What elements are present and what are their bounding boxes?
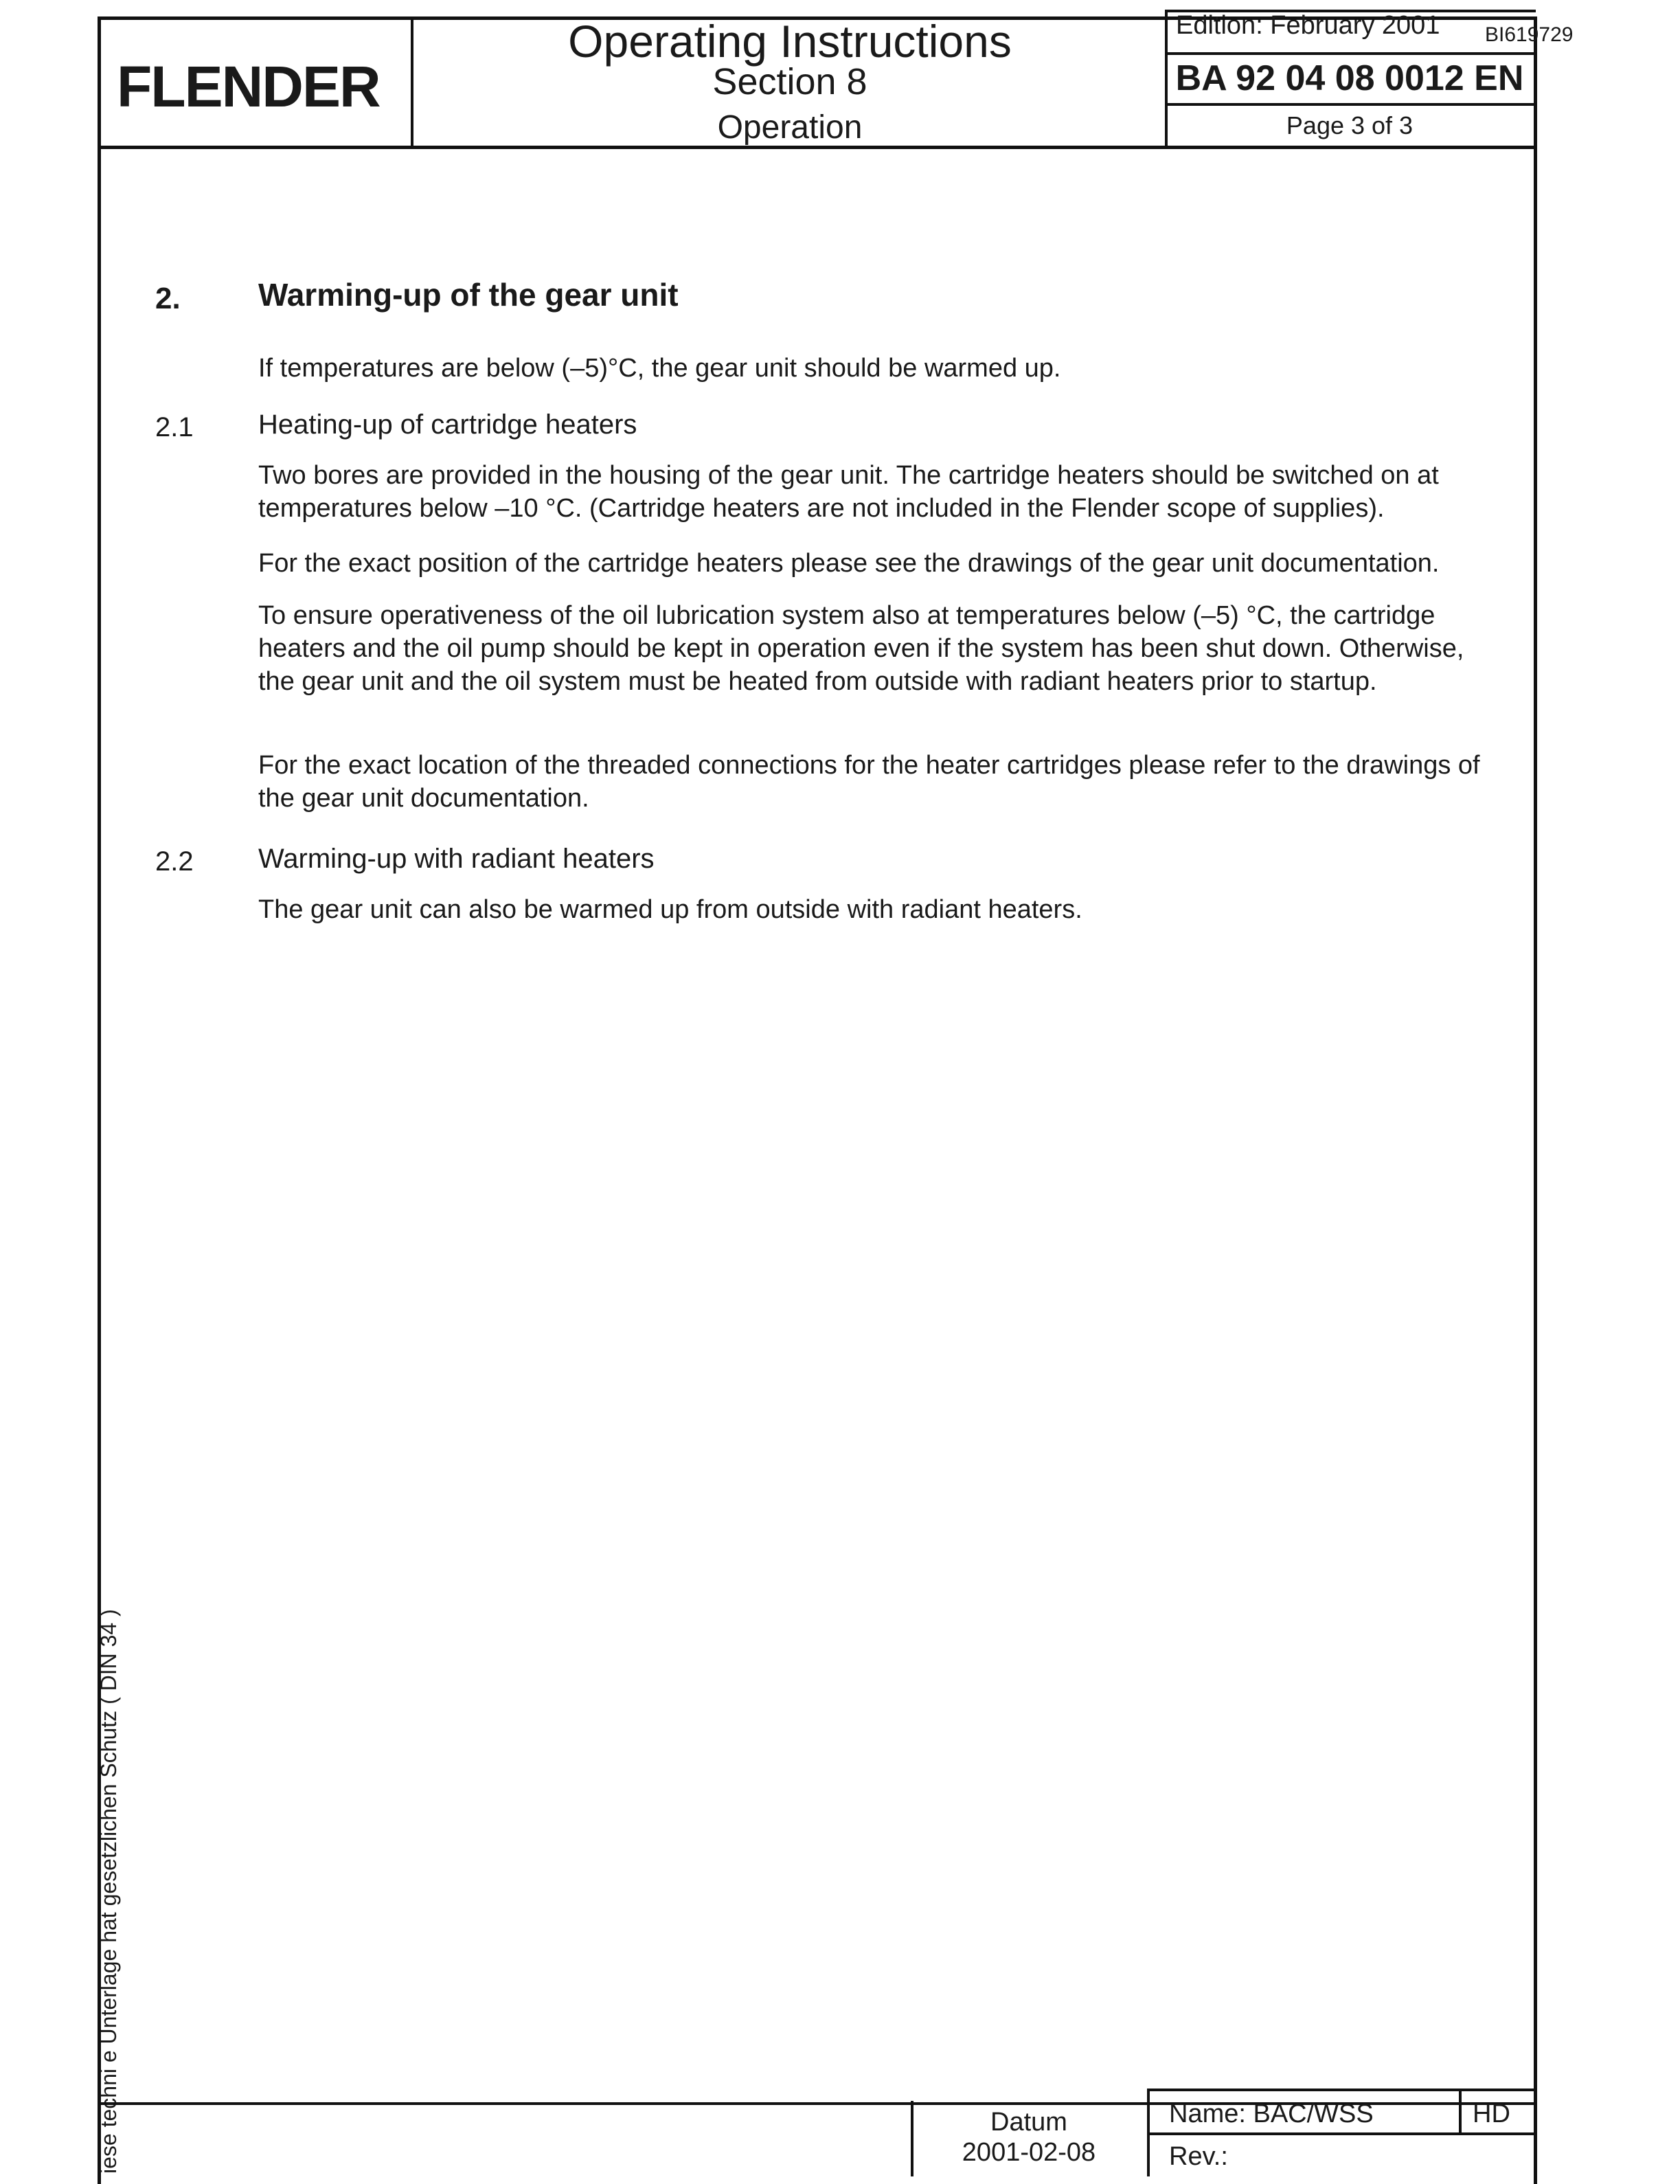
name-field: Name: BAC/WSS (1169, 2099, 1374, 2128)
flender-logo: FLENDER (117, 54, 380, 119)
section-2-1-paragraph-2: For the exact position of the cartridge heaters please see the drawings of the gear unit documentation. (258, 549, 1440, 578)
section-2-1-title: Heating-up of cartridge heaters (258, 409, 637, 440)
section-2-2-paragraph-1: The gear unit can also be warmed up from outside with radiant heaters. (258, 895, 1082, 924)
section-2-1-paragraph-1: Two bores are provided in the housing of the gear unit. The cartridge heaters should be switched on at temperatures below –10 °C. (Cartridge heaters are not included in the Flender scope of supplies). (258, 461, 1439, 523)
header-row-1 (1165, 52, 1536, 55)
section-2-number: 2. (155, 282, 181, 315)
page-number: Page 3 of 3 (1286, 111, 1414, 139)
section-2-1-paragraph-3: To ensure operativeness of the oil lubrication system also at temperatures below (–5) °C, the cartridge heaters and the oil pump should be kept in operation even if the system has been shut down. Otherwise, the gear unit and the oil system must be heated from outside with radiant heaters prior to startup. (258, 601, 1464, 696)
section-subtitle: Operation (717, 109, 863, 146)
section-2-intro: If temperatures are below (–5)°C, the gear unit should be warmed up. (258, 354, 1061, 383)
section-label: Section 8 (712, 61, 867, 102)
header-row-2 (1165, 103, 1536, 106)
document-number: BA 92 04 08 0012 EN (1175, 58, 1524, 98)
section-2-2-number: 2.2 (155, 846, 194, 877)
edition-label: Edition: February 2001 (1176, 11, 1440, 40)
revision-field: Rev.: (1169, 2142, 1228, 2171)
section-2-title: Warming-up of the gear unit (258, 277, 679, 313)
initials-field: HD (1473, 2099, 1510, 2128)
section-2-2-title: Warming-up with radiant heaters (258, 844, 655, 874)
header-separator-1 (411, 16, 413, 147)
copyright-side-note: iese techni e Unterlage hat gesetzlichen Schutz ( DIN 34 ) (96, 1609, 121, 2174)
section-2-1-number: 2.1 (155, 412, 194, 442)
footer-row-divider (1147, 2132, 1537, 2135)
document-title: Operating Instructions (568, 16, 1012, 67)
page-frame (98, 16, 1537, 2184)
datum-label: Datum (990, 2108, 1067, 2137)
footer-separator-3 (1459, 2089, 1462, 2134)
footer-top-right (1147, 2089, 1537, 2091)
section-2-1-paragraph-4: For the exact location of the threaded connections for the heater cartridges please refer to the drawings of the gear unit documentation. (258, 751, 1480, 813)
stamp-number: BI619729 (1485, 23, 1574, 46)
datum-value: 2001-02-08 (962, 2138, 1096, 2167)
